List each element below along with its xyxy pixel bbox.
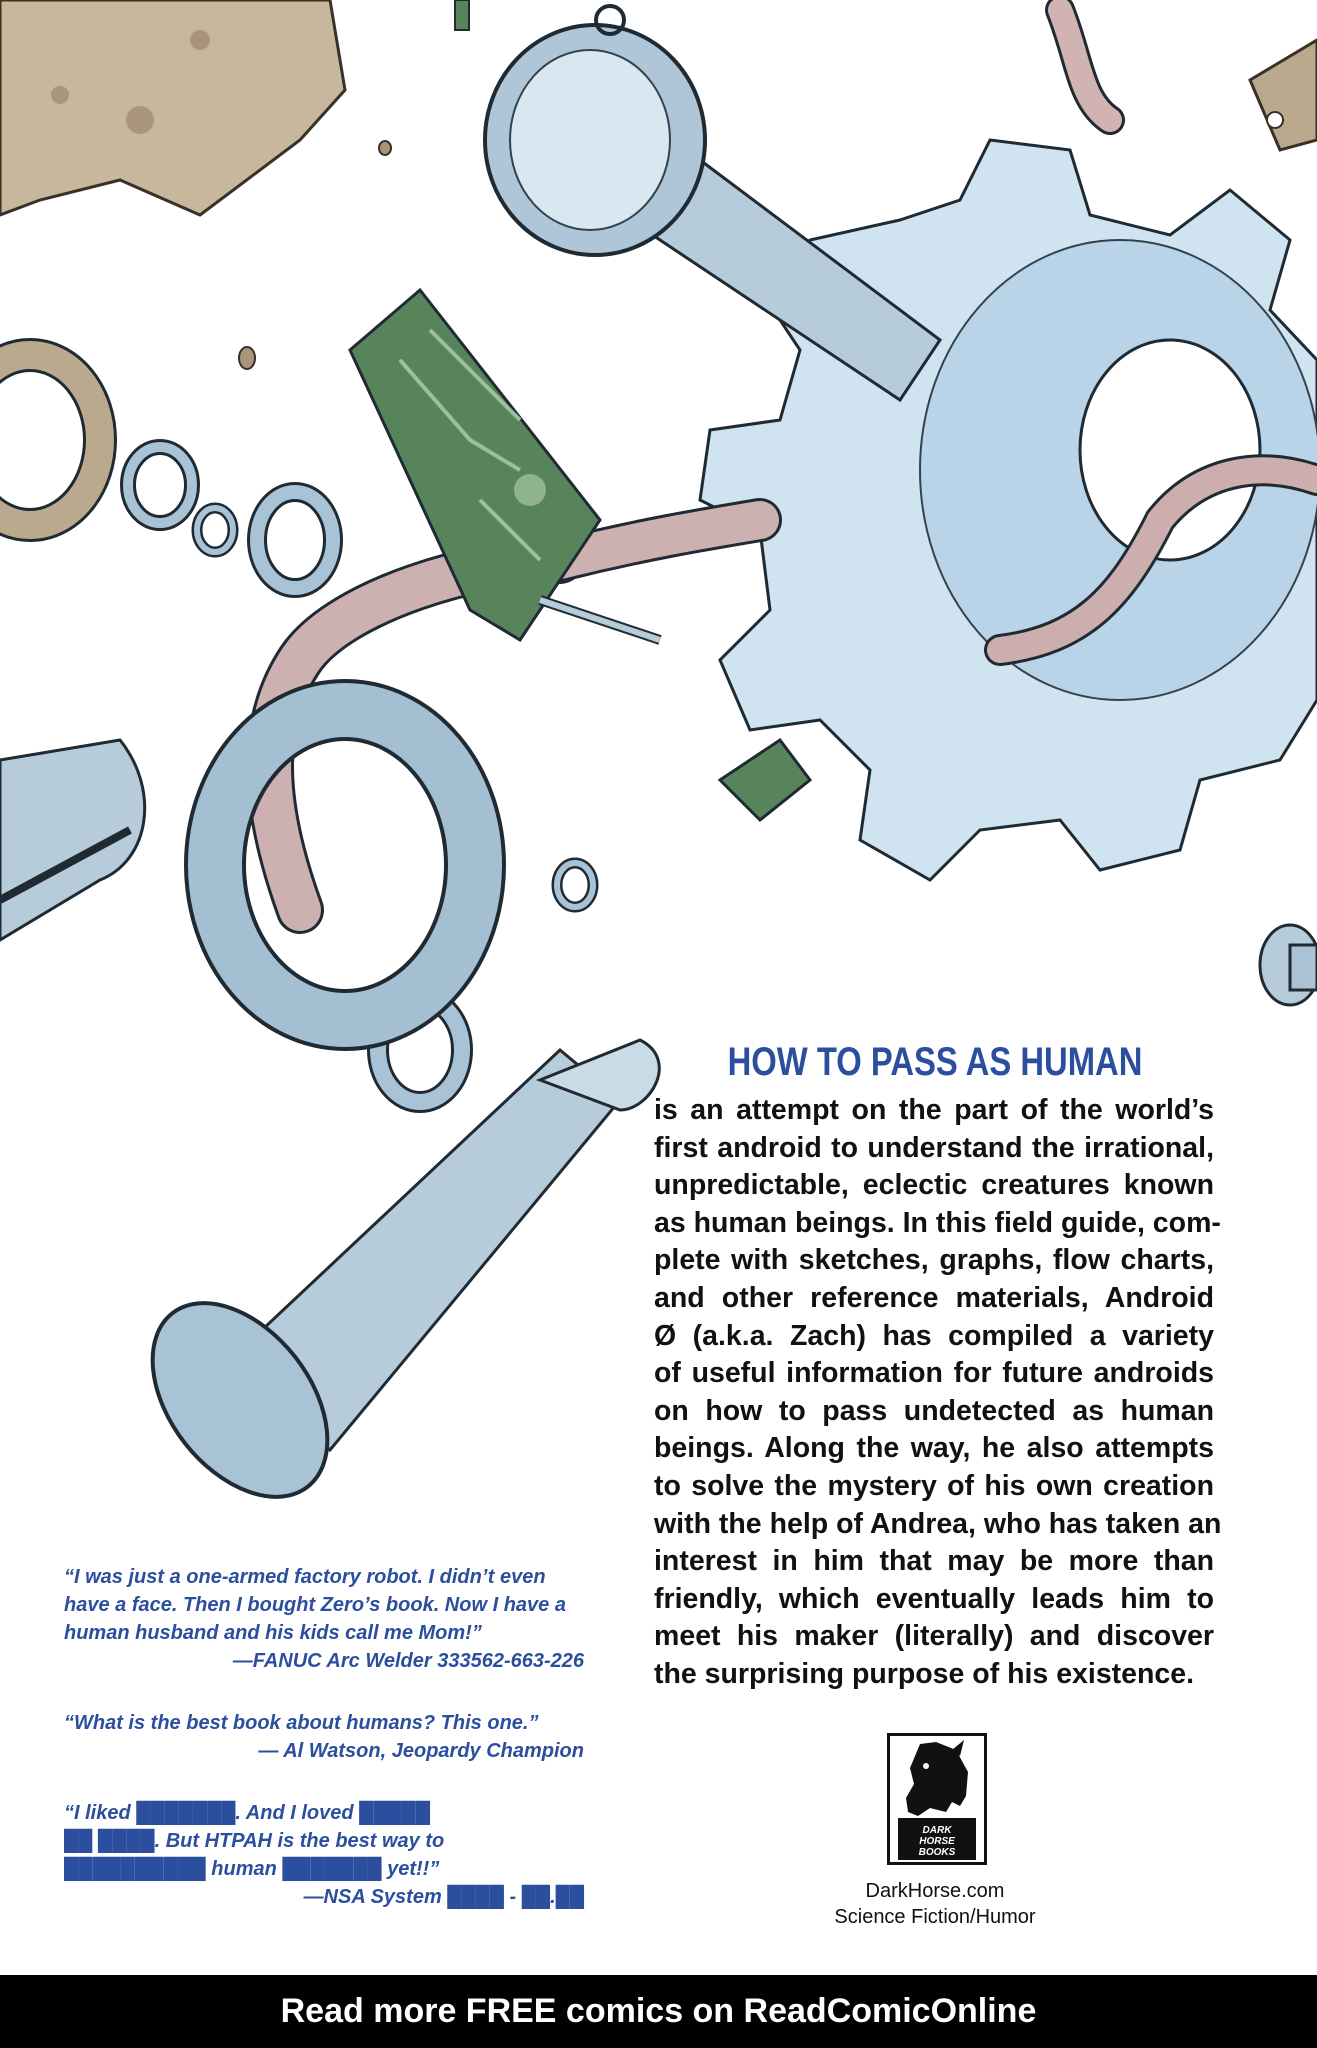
quote-attribution: —FANUC Arc Welder 333562-663-226 <box>232 1650 584 1672</box>
review-quote <box>64 1563 584 1675</box>
description-line: on how to pass undetected as human <box>654 1394 1214 1427</box>
description-line: unpredictable, eclectic creatures known <box>654 1169 1214 1202</box>
description-line: beings. Along the way, he also attempts <box>654 1432 1214 1465</box>
description-line: meet his maker (literally) and discover <box>654 1620 1214 1653</box>
book-description <box>654 1092 1222 1694</box>
publisher-info <box>800 1878 1070 1930</box>
promo-banner[interactable]: Read more FREE comics on ReadComicOnline <box>0 1975 1317 2048</box>
description-line: first android to understand the irrational, <box>654 1131 1214 1164</box>
review-quote <box>64 1799 584 1911</box>
metal-pin-shape <box>117 1040 659 1500</box>
review-quotes <box>64 1563 584 1945</box>
quote-line: “I liked ███████. And I loved █████ <box>64 1802 430 1824</box>
review-quote <box>64 1709 584 1765</box>
description-line: with the help of Andrea, who has taken an <box>654 1507 1222 1540</box>
logo-wordmark: DARK HORSE BOOKS <box>918 1825 956 1858</box>
bronze-plate-shape <box>0 0 345 215</box>
quote-line: “What is the best book about humans? This one.” <box>64 1712 539 1734</box>
quote-attribution: —NSA System ████ - ██.██ <box>303 1886 584 1908</box>
genre-label: Science Fiction/Humor <box>834 1906 1036 1928</box>
description-line: to solve the mystery of his own creation <box>654 1469 1214 1502</box>
quote-line: ██ ████. But HTPAH is the best way to <box>64 1830 445 1852</box>
description-line: plete with sketches, graphs, flow charts, <box>654 1244 1214 1277</box>
quote-line: ██████████ human ███████ yet!!” <box>64 1858 440 1880</box>
description-line: is an attempt on the part of the world’s <box>654 1094 1214 1126</box>
quote-line: have a face. Then I bought Zero’s book. Now I have a <box>64 1594 566 1616</box>
description-line: the surprising purpose of his existence. <box>654 1657 1195 1690</box>
quote-attribution: — Al Watson, Jeopardy Champion <box>258 1740 584 1762</box>
publisher-website[interactable]: DarkHorse.com <box>865 1880 1005 1902</box>
quote-line: “I was just a one-armed factory robot. I didn’t even <box>64 1566 546 1588</box>
dark-horse-logo <box>887 1733 987 1865</box>
description-line: as human beings. In this field guide, com- <box>654 1206 1221 1239</box>
quote-line: human husband and his kids call me Mom!” <box>64 1622 482 1644</box>
description-line: and other reference materials, Android <box>654 1281 1214 1314</box>
description-line: friendly, which eventually leads him to <box>654 1582 1214 1615</box>
book-title: HOW TO PASS AS HUMAN <box>727 1040 1143 1084</box>
description-line: Ø (a.k.a. Zach) has compiled a variety <box>654 1319 1214 1352</box>
description-line: of useful information for future androids <box>654 1357 1214 1390</box>
description-line: interest in him that may be more than <box>654 1545 1214 1578</box>
